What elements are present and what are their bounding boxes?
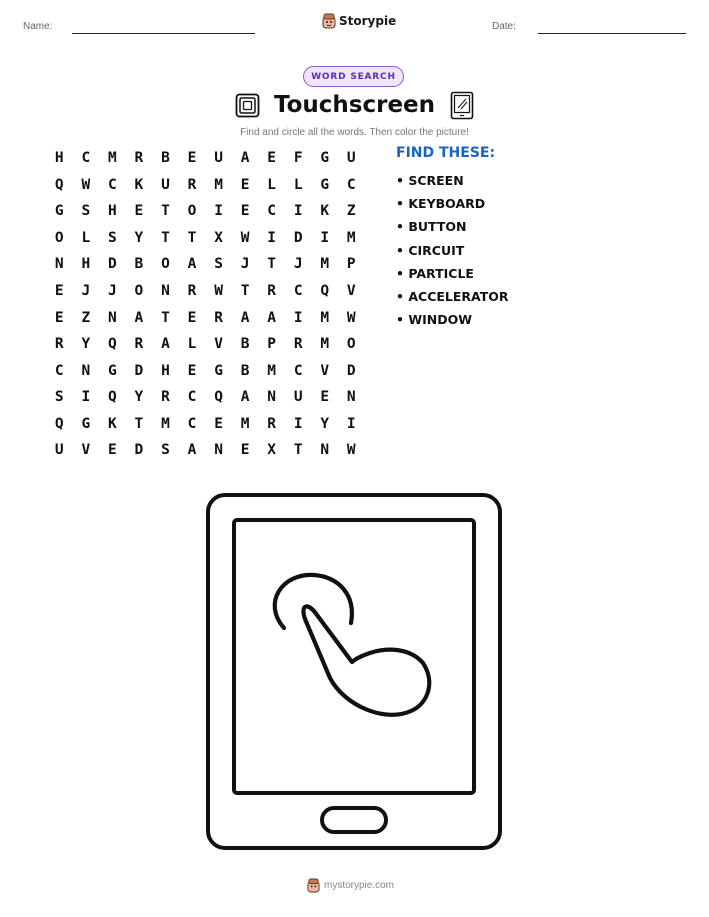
grid-cell[interactable]: E: [187, 150, 197, 167]
grid-cell[interactable]: M: [108, 150, 117, 167]
grid-cell[interactable]: C: [187, 415, 197, 432]
grid-cell[interactable]: R: [267, 415, 277, 432]
grid-cell[interactable]: N: [161, 283, 170, 299]
grid-cell[interactable]: G: [54, 203, 64, 220]
grid-cell[interactable]: W: [240, 229, 250, 246]
grid-cell[interactable]: U: [161, 176, 170, 193]
word-item: • KEYBOARD: [396, 194, 509, 217]
word-item: • BUTTON: [396, 217, 509, 240]
grid-cell[interactable]: C: [108, 176, 117, 193]
grid-cell[interactable]: B: [161, 150, 170, 167]
grid-cell[interactable]: S: [54, 389, 64, 406]
grid-cell[interactable]: I: [267, 229, 277, 246]
grid-cell[interactable]: A: [240, 150, 250, 167]
grid-cell[interactable]: R: [187, 283, 197, 299]
grid-cell[interactable]: I: [346, 415, 356, 432]
grid-cell[interactable]: E: [320, 389, 330, 406]
grid-cell[interactable]: P: [346, 256, 356, 273]
grid-cell[interactable]: N: [54, 256, 64, 273]
grid-cell[interactable]: P: [267, 336, 277, 353]
grid-cell[interactable]: V: [81, 442, 91, 459]
grid-cell[interactable]: J: [81, 283, 91, 299]
grid-cell[interactable]: O: [134, 283, 144, 299]
grid-cell[interactable]: C: [81, 150, 91, 167]
grid-cell[interactable]: K: [134, 176, 144, 193]
grid-cell[interactable]: E: [134, 203, 144, 220]
grid-cell[interactable]: Y: [81, 336, 91, 353]
grid-cell[interactable]: Q: [214, 389, 223, 406]
grid-cell[interactable]: T: [134, 415, 144, 432]
grid-cell[interactable]: E: [240, 442, 250, 459]
grid-cell[interactable]: T: [267, 256, 277, 273]
grid-cell[interactable]: R: [293, 336, 303, 353]
letter-grid[interactable]: [46, 145, 365, 464]
grid-cell[interactable]: C: [293, 362, 303, 379]
grid-cell[interactable]: S: [161, 442, 170, 459]
grid-cell[interactable]: A: [267, 309, 277, 326]
grid-cell[interactable]: E: [54, 283, 64, 299]
grid-cell[interactable]: S: [108, 229, 117, 246]
grid-cell[interactable]: N: [320, 442, 330, 459]
grid-cell[interactable]: D: [134, 362, 144, 379]
grid-cell[interactable]: T: [240, 283, 250, 299]
grid-cell[interactable]: C: [346, 176, 356, 193]
grid-cell[interactable]: M: [346, 229, 356, 246]
grid-cell[interactable]: O: [161, 256, 170, 273]
grid-cell[interactable]: H: [161, 362, 170, 379]
grid-cell[interactable]: Q: [54, 415, 64, 432]
grid-cell[interactable]: J: [108, 283, 117, 299]
grid-cell[interactable]: U: [214, 150, 223, 167]
date-label: Date:: [492, 21, 516, 32]
word-list: [396, 171, 509, 333]
grid-cell[interactable]: L: [293, 176, 303, 193]
grid-cell[interactable]: V: [320, 362, 330, 379]
grid-cell[interactable]: Q: [320, 283, 330, 299]
grid-cell[interactable]: M: [161, 415, 170, 432]
grid-cell[interactable]: D: [293, 229, 303, 246]
grid-cell[interactable]: E: [54, 309, 64, 326]
grid-cell[interactable]: S: [81, 203, 91, 220]
grid-cell[interactable]: T: [293, 442, 303, 459]
name-line[interactable]: [72, 33, 255, 34]
grid-cell[interactable]: O: [346, 336, 356, 353]
grid-cell[interactable]: Q: [108, 389, 117, 406]
grid-cell[interactable]: G: [320, 150, 330, 167]
footer-url[interactable]: mystorypie.com: [324, 880, 395, 891]
grid-cell[interactable]: U: [293, 389, 303, 406]
grid-cell[interactable]: W: [346, 442, 356, 459]
grid-cell[interactable]: A: [240, 389, 250, 406]
grid-cell[interactable]: U: [54, 442, 64, 459]
grid-cell[interactable]: D: [134, 442, 144, 459]
grid-cell[interactable]: Y: [134, 229, 144, 246]
page-title: Touchscreen: [273, 92, 436, 118]
grid-cell[interactable]: E: [240, 203, 250, 220]
word-item: • CIRCUIT: [396, 241, 509, 264]
word-item: • ACCELERATOR: [396, 287, 509, 310]
grid-cell[interactable]: H: [108, 203, 117, 220]
grid-cell[interactable]: G: [214, 362, 223, 379]
word-item: • WINDOW: [396, 310, 509, 333]
grid-cell[interactable]: R: [54, 336, 64, 353]
grid-cell[interactable]: W: [214, 283, 223, 299]
grid-cell[interactable]: R: [134, 336, 144, 353]
grid-cell[interactable]: M: [214, 176, 223, 193]
grid-cell[interactable]: I: [81, 389, 91, 406]
grid-cell[interactable]: T: [187, 229, 197, 246]
grid-cell[interactable]: H: [81, 256, 91, 273]
grid-cell[interactable]: F: [293, 150, 303, 167]
instructions: Find and circle all the words. Then color the picture!: [240, 127, 469, 138]
grid-cell[interactable]: I: [293, 203, 303, 220]
grid-cell[interactable]: B: [240, 362, 250, 379]
grid-cell[interactable]: J: [293, 256, 303, 273]
grid-cell[interactable]: D: [346, 362, 356, 379]
grid-cell[interactable]: T: [161, 309, 170, 326]
storypie-mascot-icon: [322, 13, 336, 29]
grid-cell[interactable]: W: [346, 309, 356, 326]
grid-cell[interactable]: E: [187, 362, 197, 379]
grid-cell[interactable]: E: [108, 442, 117, 459]
grid-cell[interactable]: A: [187, 256, 197, 273]
word-item: • PARTICLE: [396, 264, 509, 287]
grid-cell[interactable]: Q: [54, 176, 64, 193]
grid-cell[interactable]: V: [346, 283, 356, 299]
grid-cell[interactable]: A: [134, 309, 144, 326]
grid-cell[interactable]: C: [187, 389, 197, 406]
grid-cell[interactable]: M: [320, 256, 330, 273]
grid-cell[interactable]: W: [81, 176, 91, 193]
grid-cell[interactable]: N: [346, 389, 356, 406]
grid-cell[interactable]: A: [161, 336, 170, 353]
grid-cell[interactable]: A: [187, 442, 197, 459]
tablet-touch-illustration[interactable]: [204, 491, 504, 853]
grid-cell[interactable]: Q: [108, 336, 117, 353]
grid-cell[interactable]: S: [214, 256, 223, 273]
grid-cell[interactable]: Z: [81, 309, 91, 326]
grid-cell[interactable]: N: [214, 442, 223, 459]
grid-cell[interactable]: B: [240, 336, 250, 353]
grid-cell[interactable]: V: [214, 336, 223, 353]
grid-cell[interactable]: D: [108, 256, 117, 273]
grid-cell[interactable]: R: [214, 309, 223, 326]
grid-cell[interactable]: U: [346, 150, 356, 167]
grid-cell[interactable]: K: [320, 203, 330, 220]
name-label: Name:: [23, 21, 53, 32]
grid-cell[interactable]: I: [214, 203, 223, 220]
grid-cell[interactable]: N: [267, 389, 277, 406]
grid-cell[interactable]: Z: [346, 203, 356, 220]
grid-cell[interactable]: X: [267, 442, 277, 459]
grid-cell[interactable]: O: [187, 203, 197, 220]
grid-cell[interactable]: R: [134, 150, 144, 167]
tablet-icon: [450, 91, 474, 120]
word-search-badge: WORD SEARCH: [303, 66, 404, 87]
grid-cell[interactable]: E: [214, 415, 223, 432]
grid-cell[interactable]: I: [293, 309, 303, 326]
grid-cell[interactable]: M: [320, 336, 330, 353]
find-these-heading: FIND THESE:: [396, 145, 496, 161]
grid-cell[interactable]: E: [240, 176, 250, 193]
date-line[interactable]: [538, 33, 686, 34]
grid-cell[interactable]: H: [54, 150, 64, 167]
grid-cell[interactable]: R: [161, 389, 170, 406]
grid-cell[interactable]: C: [267, 203, 277, 220]
grid-cell[interactable]: R: [187, 176, 197, 193]
brand-name: Storypie: [339, 14, 397, 28]
grid-cell[interactable]: G: [81, 415, 91, 432]
grid-cell[interactable]: A: [240, 309, 250, 326]
grid-cell[interactable]: N: [108, 309, 117, 326]
footer: [307, 878, 394, 893]
grid-cell[interactable]: L: [81, 229, 91, 246]
grid-cell[interactable]: M: [240, 415, 250, 432]
grid-cell[interactable]: I: [320, 229, 330, 246]
grid-cell[interactable]: T: [161, 229, 170, 246]
grid-cell[interactable]: C: [293, 283, 303, 299]
grid-cell[interactable]: M: [267, 362, 277, 379]
grid-cell[interactable]: R: [267, 283, 277, 299]
word-item: • SCREEN: [396, 171, 509, 194]
grid-cell[interactable]: B: [134, 256, 144, 273]
brand-logo: [322, 13, 396, 29]
grid-cell[interactable]: J: [240, 256, 250, 273]
grid-cell[interactable]: Y: [320, 415, 330, 432]
grid-cell[interactable]: I: [293, 415, 303, 432]
grid-cell[interactable]: E: [267, 150, 277, 167]
grid-cell[interactable]: G: [108, 362, 117, 379]
grid-cell[interactable]: L: [267, 176, 277, 193]
grid-cell[interactable]: X: [214, 229, 223, 246]
storypie-mascot-icon: [307, 878, 320, 893]
grid-cell[interactable]: N: [81, 362, 91, 379]
grid-cell[interactable]: G: [320, 176, 330, 193]
grid-cell[interactable]: Y: [134, 389, 144, 406]
grid-cell[interactable]: T: [161, 203, 170, 220]
grid-cell[interactable]: L: [187, 336, 197, 353]
grid-cell[interactable]: M: [320, 309, 330, 326]
grid-cell[interactable]: E: [187, 309, 197, 326]
grid-cell[interactable]: O: [54, 229, 64, 246]
grid-cell[interactable]: K: [108, 415, 117, 432]
grid-cell[interactable]: C: [54, 362, 64, 379]
